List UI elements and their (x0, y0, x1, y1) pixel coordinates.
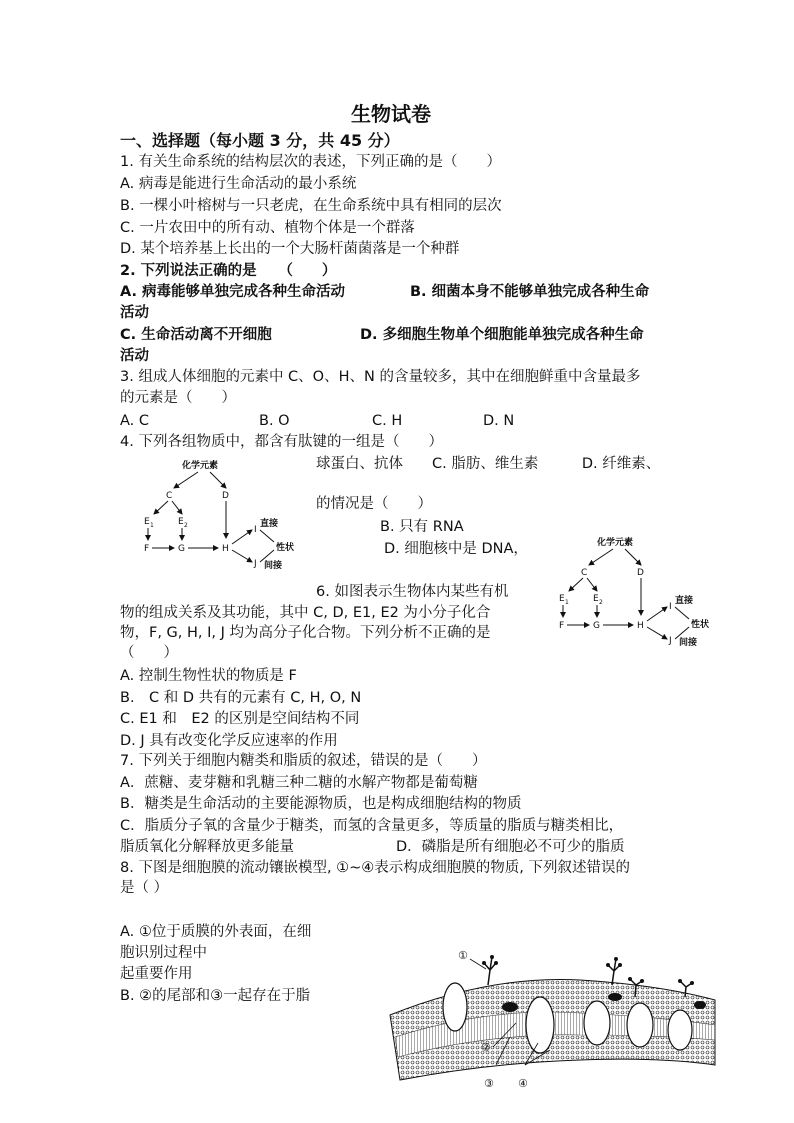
marker-3: ③ (484, 1077, 494, 1090)
question-stem: 2. 下列说法正确的是 （ ） (120, 263, 337, 279)
cell-membrane-diagram (380, 945, 725, 1095)
option-b: B. C 和 D 共有的元素有 C, H, O, N (120, 690, 362, 706)
option-a: A. C (120, 413, 150, 429)
option-b: B. ②的尾部和③一起存在于脂 (120, 988, 311, 1004)
label-e2-sub: 2 (184, 522, 188, 529)
option-d: D．磷脂是所有细胞必不可少的脂质 (396, 839, 625, 855)
option-b: B. O (259, 413, 290, 429)
label-e2: E (593, 594, 599, 604)
question-stem-cont: 的元素是（ ） (120, 390, 236, 406)
option-a: A. 控制生物性状的物质是 F (120, 668, 297, 684)
label-e1: E (144, 517, 150, 527)
label-trait: 性状 (276, 543, 295, 553)
question-stem-cont: 物，F, G, H, I, J 均为高分子化合物。下列分析不正确的是 (120, 625, 491, 641)
label-g: G (593, 621, 600, 631)
option-a: A. 病毒是能进行生命活动的最小系统 (120, 176, 357, 192)
option-b: B. 一棵小叶榕树与一只老虎，在生命系统中具有相同的层次 (120, 198, 502, 214)
label-e1-sub: 1 (565, 599, 569, 606)
option-b-cont: 活动 (120, 305, 149, 321)
compound-diagram-left (140, 458, 310, 571)
option-d: D. 多细胞生物单个细胞能单独完成各种生命 (360, 327, 644, 343)
option-d: D. 某个培养基上长出的一个大肠杆菌菌落是一个种群 (120, 241, 460, 257)
option-c: C. E1 和 E2 的区别是空间结构不同 (120, 711, 360, 727)
page-title: 生物试卷 (351, 102, 431, 126)
option-a: A. 病毒能够单独完成各种生命活动 (120, 284, 346, 300)
option-c-cont: 脂质氧化分解释放更多能量 (120, 839, 294, 855)
label-e1: E (559, 594, 565, 604)
label-direct: 直接 (260, 519, 279, 529)
option-d: D. 细胞核中是 DNA， (384, 541, 528, 557)
label-d: D (222, 491, 229, 501)
answer-bracket: （ ） (120, 645, 178, 661)
label-trait: 性状 (691, 620, 710, 630)
label-direct: 直接 (675, 596, 694, 606)
question-stem: 6. 如图表示生物体内某些有机 (316, 584, 509, 600)
option-b: B．糖类是生命活动的主要能源物质，也是构成细胞结构的物质 (120, 796, 522, 812)
question-stem: 1. 有关生命系统的结构层次的表述，下列正确的是（ ） (120, 154, 501, 170)
label-j: J (254, 559, 257, 569)
option-c: C. 一片农田中的所有动、植物个体是一个群落 (120, 220, 415, 236)
label-i: I (254, 525, 257, 535)
question-line: 的情况是（ ） (316, 496, 432, 512)
section-heading: 一、选择题（每小题 3 分，共 45 分） (120, 131, 400, 150)
label-c: C (581, 568, 588, 578)
label-elements: 化学元素 (597, 538, 634, 548)
label-f: F (559, 621, 565, 631)
option-d: D. J 具有改变化学反应速率的作用 (120, 733, 338, 749)
label-h: H (637, 621, 644, 631)
option-d: D. N (483, 413, 515, 429)
question-stem: 7. 下列关于细胞内糖类和脂质的叙述，错误的是（ ） (120, 753, 487, 769)
label-f: F (144, 544, 150, 554)
option-c: C．脂质分子氧的含量少于糖类，而氢的含量更多，等质量的脂质与糖类相比， (120, 818, 624, 834)
question-stem: 4. 下列各组物质中，都含有肽键的一组是（ ） (120, 434, 443, 450)
label-g: G (178, 544, 185, 554)
question-stem-cont: 是（ ） (120, 880, 169, 896)
option-a-cont: 起重要作用 (120, 966, 193, 982)
option-b: B. 只有 RNA (380, 519, 464, 535)
label-i: I (669, 602, 672, 612)
label-e2: E (178, 517, 184, 527)
marker-4: ④ (518, 1077, 528, 1090)
label-c: C (166, 491, 173, 501)
option-c: C. 生命活动离不开细胞 (120, 327, 272, 343)
option-b: B. 细菌本身不能够单独完成各种生命 (410, 284, 650, 300)
label-h: H (222, 544, 229, 554)
label-elements: 化学元素 (182, 461, 219, 471)
compound-diagram-right (555, 535, 725, 648)
label-j: J (669, 636, 672, 646)
option-d-cont: 活动 (120, 348, 149, 364)
label-indirect: 间接 (679, 638, 698, 648)
label-indirect: 间接 (264, 561, 283, 571)
option-a: A．蔗糖、麦芽糖和乳糖三种二糖的水解产物都是葡萄糖 (120, 775, 478, 791)
option-c: C. H (372, 413, 403, 429)
option-a: A. ①位于质膜的外表面，在细 (120, 924, 312, 940)
marker-1: ① (458, 949, 468, 962)
question-stem: 3. 组成人体细胞的元素中 C、O、H、N 的含量较多，其中在细胞鲜重中含量最多 (120, 369, 641, 385)
label-e2-sub: 2 (599, 599, 603, 606)
question-stem-cont: 物的组成关系及其功能，其中 C, D, E1, E2 为小分子化合 (120, 605, 491, 621)
option-a-cont: 胞识别过程中 (120, 945, 207, 961)
label-e1-sub: 1 (150, 522, 154, 529)
label-d: D (637, 568, 644, 578)
question-line: 球蛋白、抗体 C. 脂肪、维生素 D. 纤维素、 (316, 456, 661, 472)
marker-2: ② (481, 1041, 491, 1054)
question-stem: 8. 下图是细胞膜的流动镶嵌模型, ①~④表示构成细胞膜的物质, 下列叙述错误的 (120, 860, 631, 876)
